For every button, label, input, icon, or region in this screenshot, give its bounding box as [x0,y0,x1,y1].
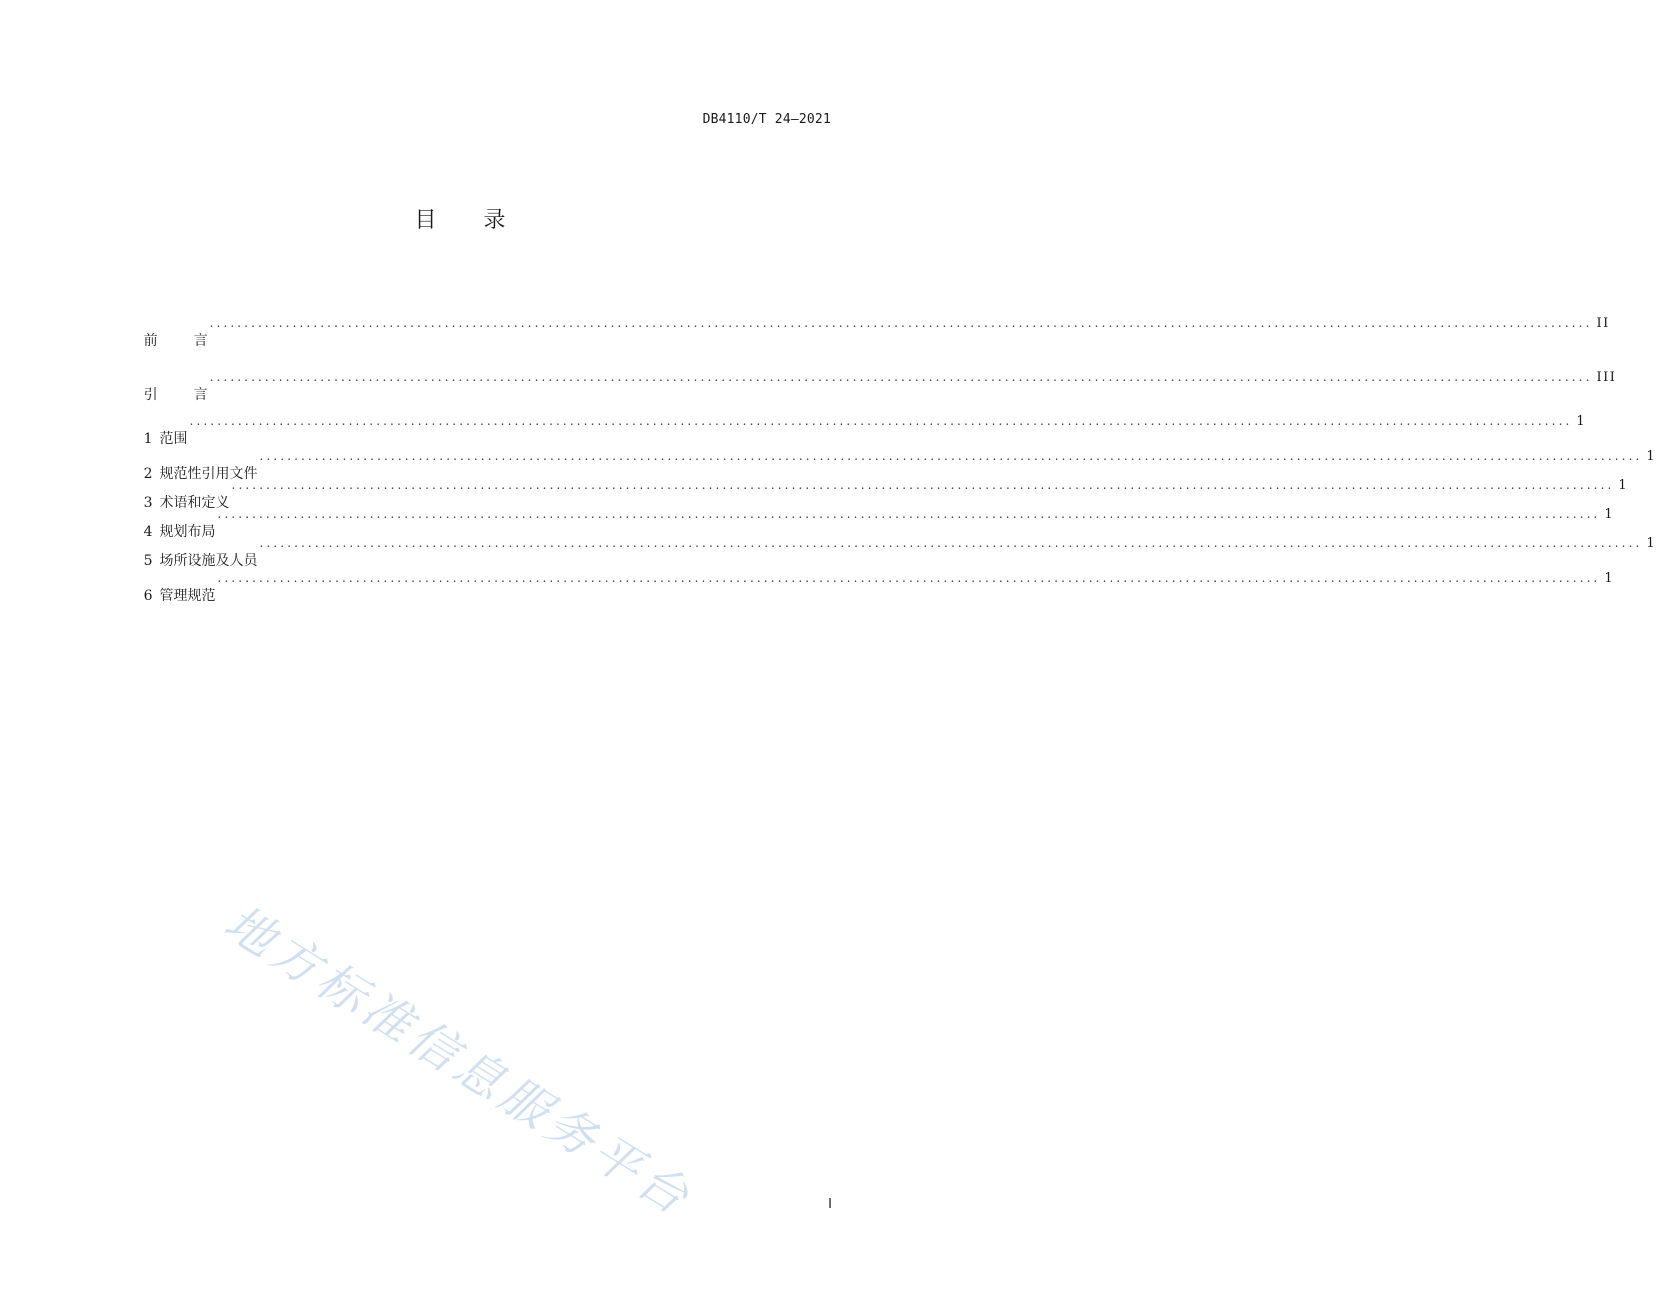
toc-leader-dots: ........................................................................................................................................................................................................ [231,478,1615,492]
toc-entry-1[interactable] [108,412,1587,447]
toc-leader-dots: ........................................................................................................................................................................................................ [259,449,1643,463]
toc-leader-dots: ........................................................................................................................................................................................................ [189,414,1573,428]
toc-entry-2[interactable] [108,447,1656,482]
toc-entry-6[interactable] [108,569,1615,604]
toc-entry-page: 1 [1604,507,1615,522]
toc-entry-label: 引 [143,387,158,403]
toc-entry-label: 言 [193,333,208,349]
page-number: I [828,1197,832,1212]
toc-entry-page: 1 [1646,449,1656,464]
toc-entry-number: 1 [143,431,153,447]
toc-entry-3[interactable] [108,476,1629,511]
toc-entry-label: 前 [143,333,158,349]
toc-entry-page: 1 [1604,571,1615,586]
toc-entry-4[interactable] [108,505,1615,540]
toc-entry-number: 3 [143,495,153,511]
toc-entry-label: 言 [193,387,208,403]
toc-entry-introduction[interactable] [108,368,1617,403]
toc-leader-dots: ........................................................................................................................................................................................................ [259,536,1643,550]
toc-leader-dots: ........................................................................................................................................................................................................ [217,571,1601,585]
watermark: 地方标准信息服务平台 [214,894,703,1229]
toc-entry-foreword[interactable] [108,314,1610,349]
toc-entry-label: 范围 [159,431,188,447]
toc-entry-page: II [1596,316,1610,331]
toc-entry-label: 管理规范 [159,588,216,604]
toc-leader-dots: ........................................................................................................................................................................................................ [209,316,1593,330]
toc-title: 目 录 [414,208,526,233]
toc-entry-page: 1 [1618,478,1629,493]
toc-entry-page: 1 [1646,536,1656,551]
toc-entry-page: III [1596,370,1617,385]
document-code: DB4110/T 24—2021 [702,112,831,127]
toc-entry-number: 2 [143,466,153,482]
toc-entry-page: 1 [1576,414,1587,429]
toc-entry-5[interactable] [108,534,1656,569]
toc-entry-label: 场所设施及人员 [159,553,258,569]
toc-leader-dots: ........................................................................................................................................................................................................ [209,370,1593,384]
toc-leader-dots: ........................................................................................................................................................................................................ [217,507,1601,521]
toc-entry-label: 规范性引用文件 [159,466,258,482]
toc-entry-label: 术语和定义 [159,495,230,511]
toc-entry-number: 4 [143,524,153,540]
toc-entry-label: 规划布局 [159,524,216,540]
toc-entry-number: 5 [143,553,153,569]
toc-entry-number: 6 [143,588,153,604]
